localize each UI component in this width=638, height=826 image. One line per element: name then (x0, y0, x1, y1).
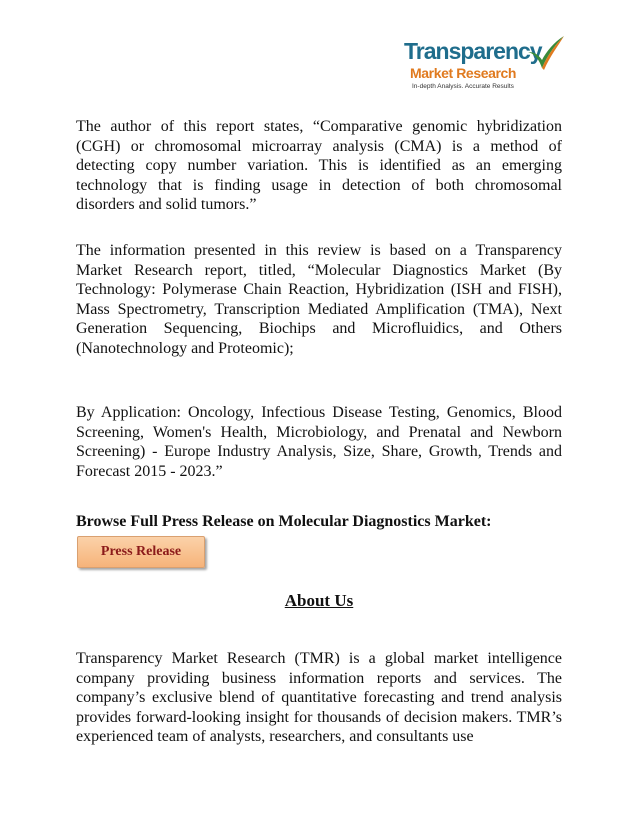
press-release-button[interactable]: Press Release (77, 536, 205, 568)
paragraph-application: By Application: Oncology, Infectious Disease Testing, Genomics, Blood Screening, Women's Health, Microbiology, and Prenatal and Newborn Screening) - Europe Industry Analysis, Size, Share, Growth, Trends and Forecast 2015 - 2023.” (76, 404, 562, 480)
company-logo (404, 34, 574, 98)
logo-subtitle: Market Research (410, 65, 517, 81)
logo-tagline: In-depth Analysis. Accurate Results (412, 83, 514, 90)
paragraph-about-tmr: Transparency Market Research (TMR) is a global market intelligence company providing business information reports and services. The company’s exclusive blend of quantitative forecasting and trend analysis provides forward-looking insight for thousands of decision makers. TMR’s experienced team of analysts, researchers, and consultants use (76, 650, 562, 746)
checkmark-logo-icon (522, 34, 566, 74)
paragraph-report-info: The information presented in this review is based on a Transparency Market Research report, titled, “Molecular Diagnostics Market (By Technology: Polymerase Chain Reaction, Hybridization (ISH and FISH), Mass Spectrometry, Transcription Mediated Amplification (TMA), Next Generation Sequencing, Biochips and Microfluidics, and Others (Nanotechnology and Proteomic); (76, 242, 562, 357)
about-us-heading: About Us (284, 591, 354, 610)
browse-press-release-text: Browse Full Press Release on Molecular Diagnostics Market: (76, 513, 492, 530)
paragraph-author-quote: The author of this report states, “Comparative genomic hybridization (CGH) or chromosomal microarray analysis (CMA) is a method of detecting copy number variation. This is identified as an emerging technology that is finding usage in detection of both chromosomal disorders and solid tumors.” (76, 118, 562, 214)
logo-brand-text: Transparency (404, 38, 542, 64)
